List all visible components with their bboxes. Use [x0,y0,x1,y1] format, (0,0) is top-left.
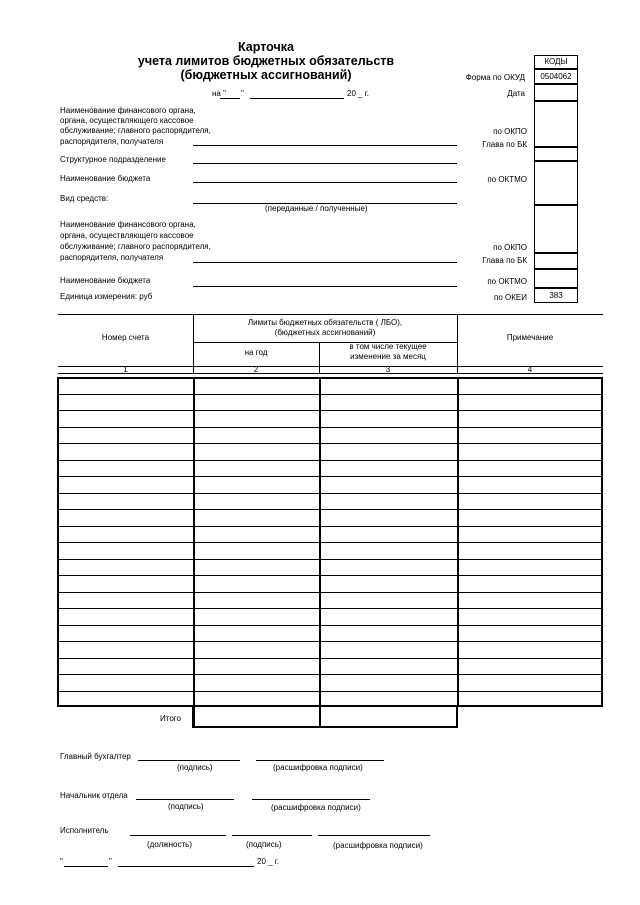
table-row[interactable] [58,608,603,609]
fin2-label-2: органа, осуществляющего кассовое [60,231,194,240]
vid-note: (переданные / полученные) [265,204,368,213]
fin2-input-line[interactable] [193,262,457,263]
col-note-header: Примечание [506,333,554,342]
col-num-3: 3 [385,365,391,374]
oktmo-code-cell[interactable] [534,161,578,205]
dept-head-label: Начальник отдела [60,791,128,800]
glava-label: Глава по БК [482,140,527,149]
date-year: 20 _ г. [347,89,369,98]
chief-sign-caption: (подпись) [177,763,213,772]
col-num-2: 2 [253,365,259,374]
table-row[interactable] [58,460,603,461]
budget-label: Наименование бюджета [60,174,151,183]
sign-date-quote-close: " [109,857,112,866]
col-num-4: 4 [527,365,533,374]
fin2-label-1: Наименование финансового органа, [60,220,196,229]
form-title: Карточка [238,40,294,54]
fin-org-input-line[interactable] [193,145,457,146]
date-code-cell[interactable] [534,84,578,101]
table-row[interactable] [58,410,603,411]
fin-org-label-3: обслуживание; главного распорядителя, [60,126,211,135]
exec-decode-caption: (расшифровка подписи) [333,841,423,850]
table-row[interactable] [58,691,603,692]
table-row[interactable] [58,526,603,527]
dept-sign-line[interactable] [136,799,234,800]
date-quote: " [241,89,244,98]
okud-label: Форма по ОКУД [465,73,525,82]
col-year-header: на год [244,348,268,357]
vid-label: Вид средств: [60,194,109,203]
col-month-header-1: в том числе текущее [349,342,427,351]
chief-decode-line[interactable] [256,760,384,761]
fin-org-label-2: органа, осуществляющего кассовое [60,116,194,125]
form-title-line3: (бюджетных ассигнований) [180,68,352,82]
table-row[interactable] [58,575,603,576]
table-row[interactable] [58,641,603,642]
col-month-header-2: изменение за месяц [350,352,426,361]
glava2-code-cell[interactable] [534,253,578,269]
table-row[interactable] [58,674,603,675]
table-row[interactable] [58,658,603,659]
chief-sign-line[interactable] [138,760,240,761]
fin2-label-4: распорядителя, получателя [60,253,164,262]
date-month-line[interactable] [250,98,344,99]
okpo2-code-cell[interactable] [534,205,578,253]
oktmo-label: по ОКТМО [487,175,527,184]
budget-input-line[interactable] [193,182,457,183]
okei-code: 383 [534,288,578,303]
table-row[interactable] [58,559,603,560]
oktmo2-code-cell[interactable] [534,269,578,288]
col-num-1: 1 [123,365,128,374]
okud-code: 0504062 [534,69,578,84]
codes-header: КОДЫ [534,55,578,69]
sign-date-year: 20 _ г. [257,857,279,866]
struct-input-line[interactable] [193,163,457,164]
sign-date-day-line[interactable] [64,866,108,867]
table-row[interactable] [58,592,603,593]
table-row[interactable] [58,542,603,543]
exec-position-line[interactable] [130,835,226,836]
total-label: Итого [160,714,181,723]
date-label: Дата [507,89,525,98]
exec-decode-line[interactable] [318,835,430,836]
glava-code-cell[interactable] [534,147,578,161]
glava2-label: Глава по БК [482,256,527,265]
table-row[interactable] [58,493,603,494]
col-lbo-header-2: (бюджетных ассигнований) [274,328,376,337]
fin-org-label-4: распорядителя, получателя [60,137,164,146]
date-prefix: на " [212,89,226,98]
exec-position-caption: (должность) [147,840,192,849]
table-row[interactable] [58,625,603,626]
fin2-label-3: обслуживание; главного распорядителя, [60,242,211,251]
fin-org-label-1: Наименование финансового органа, [60,106,196,115]
executor-label: Исполнитель [60,826,109,835]
date-day-line[interactable] [220,98,240,99]
exec-sign-line[interactable] [232,835,312,836]
budget2-label: Наименование бюджета [60,276,151,285]
table-row[interactable] [58,509,603,510]
table-row[interactable] [58,427,603,428]
okpo-label: по ОКПО [493,127,527,136]
chief-accountant-label: Главный бухгалтер [60,752,131,761]
form-title-line2: учета лимитов бюджетных обязательств [137,54,395,68]
dept-decode-caption: (расшифровка подписи) [271,803,361,812]
struct-label: Структурное подразделение [60,155,166,164]
dept-sign-caption: (подпись) [168,802,204,811]
okpo2-label: по ОКПО [493,243,527,252]
table-row[interactable] [58,476,603,477]
total-row[interactable] [192,705,458,728]
col-account-header: Номер счета [101,333,150,342]
okei-label: по ОКЕИ [494,293,527,302]
budget2-input-line[interactable] [193,286,457,287]
table-row[interactable] [58,394,603,395]
col-lbo-header-1: Лимиты бюджетных обязательств ( ЛБО), [247,318,403,327]
unit-label: Единица измерения: руб [60,292,153,301]
sign-date-month-line[interactable] [118,866,254,867]
exec-sign-caption: (подпись) [246,840,282,849]
chief-decode-caption: (расшифровка подписи) [273,763,363,772]
dept-decode-line[interactable] [252,799,370,800]
oktmo2-label: по ОКТМО [487,277,527,286]
sign-date-quote-open: " [60,857,63,866]
okpo-code-cell[interactable] [534,101,578,147]
table-row[interactable] [58,443,603,444]
